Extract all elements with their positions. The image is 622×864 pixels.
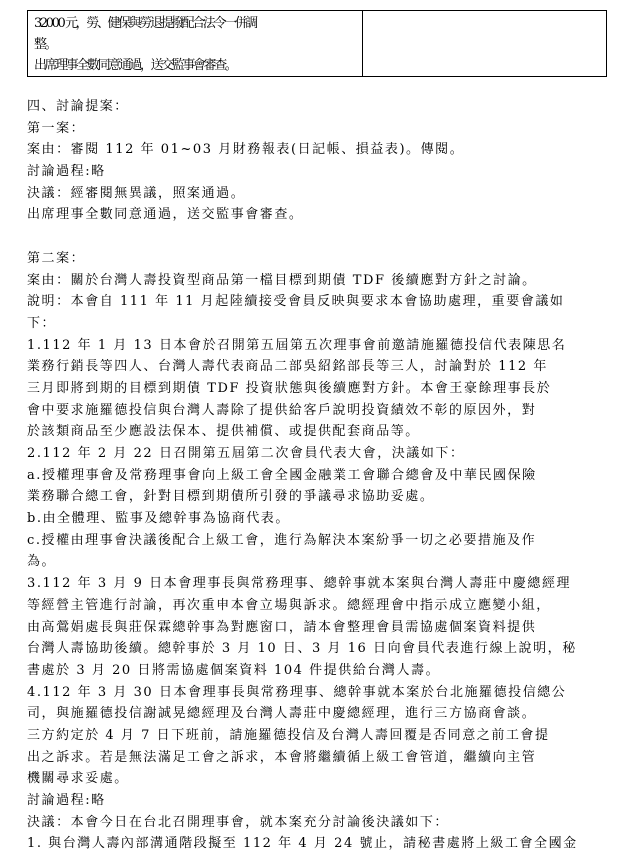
table-cell-empty	[363, 11, 607, 77]
table-cell-content	[28, 11, 363, 77]
proposal-2-line: c.授權由理事會決議後配合上級工會，進行為解決本案紛爭一切之必要措施及作	[27, 532, 537, 548]
proposal-1-title: 第一案：	[27, 120, 86, 136]
table-cell-line: 出席理事全數同意通過，送交監事會審查。	[34, 58, 236, 73]
proposal-2-line: a.授權理事會及常務理事會向上級工會全國金融業工會聯合總會及中華民國保險	[27, 467, 537, 483]
proposal-1-process: 討論過程:略	[27, 164, 106, 180]
proposal-2-line: 於該類商品至少應設法保本、提供補償、或提供配套商品等。	[27, 424, 420, 440]
proposal-1-attendance: 出席理事全數同意通過，送交監事會審查。	[27, 207, 304, 223]
proposal-2-line: 司，與施羅德投信謝誠晃總經理及台灣人壽莊中慶總經理，進行三方協商會談。	[27, 706, 537, 722]
proposal-2-line: 台灣人壽協助後續。總幹事於 3 月 10 日、3 月 16 日向會員代表進行線上說明，秘	[27, 641, 577, 657]
proposal-2-line: 為。	[27, 554, 57, 570]
paragraph-gap	[27, 226, 593, 248]
proposal-2-line: 業務聯合總工會，針對目標到期債所引發的爭議尋求協助妥處。	[27, 489, 435, 505]
proposal-2-line: 出之訴求。若是無法滿足工會之訴求，本會將繼續循上級工會管道，繼續向主管	[27, 749, 537, 765]
table-cell-line: 整。	[34, 37, 56, 52]
proposal-2-line: 1. 與台灣人壽內部溝通階段擬至 112 年 4 月 24 號止，請秘書處將上級工會全國金	[27, 836, 578, 852]
previous-resolution-table	[27, 10, 607, 77]
proposal-2-line: 討論過程:略	[27, 793, 106, 808]
proposal-2-line: 2.112 年 2 月 22 日召開第五屆第二次會員代表大會，決議如下：	[27, 446, 465, 461]
proposal-2-line: 說明：本會自 111 年 11 月起陸續接受會員反映與要求本會協助處理，重要會議如	[27, 294, 565, 310]
proposal-2-line: 3.112 年 3 月 9 日本會理事長與常務理事、總幹事就本案與台灣人壽莊中慶總經理	[27, 576, 572, 592]
proposal-2-line: 業務行銷長等四人、台灣人壽代表商品二部吳紹銘部長等三人，討論對於 112 年	[27, 359, 548, 375]
proposal-2-line: 書處於 3 月 20 日將需協處個案資料 104 件提供給台灣人壽。	[27, 662, 441, 678]
section-heading: 四、討論提案：	[27, 99, 129, 114]
proposal-2-line: 決議：本會今日在台北召開理事會，就本案充分討論後決議如下：	[27, 814, 449, 830]
proposal-2-line: 三方約定於 4 月 7 日下班前，請施羅德投信及台灣人壽回覆是否同意之前工會提	[27, 727, 550, 743]
proposal-2-line: 會中要求施羅德投信與台灣人壽除了提供給客戶說明投資績效不彰的原因外，對	[27, 402, 537, 418]
proposal-2-line: 由高鶯娟處長與莊保霖總幹事為對應窗口，請本會整理會員需協處個案資料提供	[27, 619, 537, 635]
proposal-1-resolution: 決議：經審閱無異議，照案通過。	[27, 185, 246, 201]
proposal-2-title: 第二案：	[27, 250, 86, 266]
proposal-2-line: b.由全體理、監事及總幹事為協商代表。	[27, 511, 290, 527]
document-body	[27, 96, 593, 855]
proposal-2-line: 機關尋求妥處。	[27, 771, 129, 787]
proposal-2-line: 1.112 年 1 月 13 日本會於召開第五屆第五次理事會前邀請施羅德投信代表陳思名	[27, 337, 567, 353]
proposal-2-line: 案由：關於台灣人壽投資型商品第一檔目標到期債 TDF 後續應對方針之討論。	[27, 272, 537, 288]
table-row	[28, 11, 607, 77]
proposal-1-case: 案由：審閱 112 年 01~03 月財務報表(日記帳、損益表)。傳閱。	[27, 142, 465, 158]
proposal-2-line: 下：	[27, 315, 57, 331]
table-cell-line: 32000 元，勞、健保與勞退提撥配合法令一併調	[34, 16, 256, 31]
proposal-2-line: 等經營主管進行討論，再次重申本會立場與訴求。總經理會中指示成立應變小組，	[27, 597, 551, 613]
proposal-2-line: 4.112 年 3 月 30 日本會理事長與常務理事、總幹事就本案於台北施羅德投信總公	[27, 684, 567, 700]
proposal-2-line: 三月即將到期的目標到期債 TDF 投資狀態與後續應對方針。本會王豪餘理事長於	[27, 380, 552, 396]
